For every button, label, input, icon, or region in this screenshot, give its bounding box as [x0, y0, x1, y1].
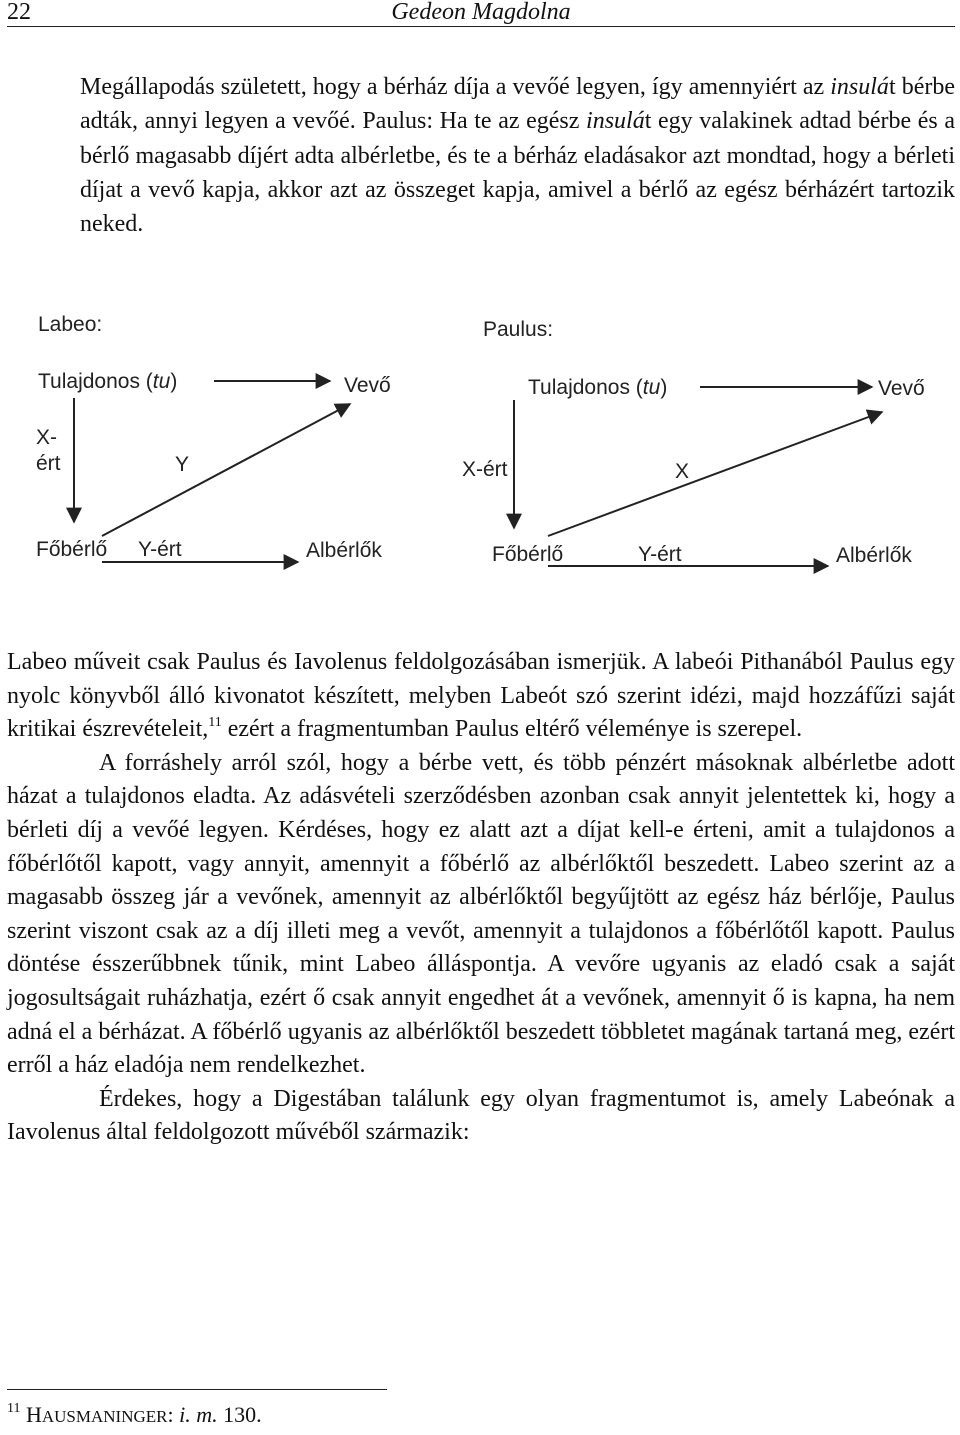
paulus-diagonal-label: X	[675, 460, 690, 483]
quote-italic-1: insulá	[830, 74, 889, 100]
paragraph-2: A forráshely arról szól, hogy a bérbe vett, és több pénzért másoknak albérletbe adott házat a tulajdonos eladta. Az adásvételi szerződésben azonban csak annyit jelentettek ki, hogy a bérleti díj a vevőé legyen. Kérdéses, hogy ez alatt azt a díjat kell-e érteni, amit a tulajdonos a főbérlőtől kapott, vagy annyit, amennyit a főbérlő az albérlőktől beszedett. Labeo szerint az a magasabb összeg jár a vevőnek, amennyit az albérlőktől begyűjtött az egész ház bérlője, Paulus szerint viszont csak az a díj illeti meg a vevőt, amennyit a tulajdonos a főbérlőtől kapott. Paulus döntése ésszerűbbnek tűnik, mint Labeo álláspontja. A vevőre ugyanis az eladó csak a saját jogosultságait ruházhatja, ezért ő csak annyit engedhet át a vevőnek, amennyit ő is kapna, ha nem adná el a bérházat. A főbérlő ugyanis az albérlőktől beszedett többletet magának tartaná meg, ezért erről a ház eladója nem rendelkezhet.	[7, 749, 955, 1079]
quote-text-3: t egy valakinek adtad bérbe és a bérlő magasabb díjért adta albérletbe, és te a bérház eladásakor azt mondtad, hogy a bérleti díjat a vevő kapja, akkor azt az összeget kapja, amivel a bérlő az egész bérházért tartozik neked.	[80, 108, 955, 238]
body-text	[7, 646, 955, 1150]
labeo-down-label-1: X-	[36, 426, 57, 449]
paulus-tenant-label: Főbérlő	[492, 543, 564, 566]
lease-diagrams	[0, 300, 960, 600]
footnote-ref-11[interactable]: 11	[208, 715, 222, 731]
paragraph-1-text-cont: ezért a fragmentumban Paulus eltérő véleménye is szerepel.	[221, 716, 803, 743]
footnote-page: 130.	[217, 1402, 262, 1427]
paulus-buyer-label: Vevő	[878, 377, 925, 400]
running-title: Gedeon Magdolna	[391, 0, 571, 25]
paragraph-1	[7, 646, 955, 747]
labeo-buyer-label: Vevő	[344, 374, 391, 397]
labeo-diagram	[36, 313, 391, 562]
footnote-author-rest: AUSMANINGER	[41, 1407, 168, 1426]
footnote-colon: :	[167, 1402, 180, 1427]
labeo-title: Labeo:	[38, 313, 103, 336]
paulus-arrow-tenant-buyer	[548, 412, 882, 536]
footnote-author-initial: H	[25, 1402, 42, 1427]
labeo-down-label-2: ért	[36, 452, 61, 475]
footnote-11	[7, 1402, 262, 1428]
labeo-tenant-amount: Y-ért	[138, 538, 182, 561]
labeo-tenant-label: Főbérlő	[36, 538, 108, 561]
footnote-number: 11	[7, 1401, 21, 1416]
page-number: 22	[7, 0, 31, 25]
paulus-title: Paulus:	[483, 318, 554, 341]
paulus-tenant-amount: Y-ért	[638, 543, 682, 566]
labeo-subtenants-label: Albérlők	[306, 539, 382, 562]
paulus-subtenants-label: Albérlők	[836, 544, 912, 567]
quote-text-1: Megállapodás született, hogy a bérház díja a vevőé legyen, így amennyiért az	[80, 74, 831, 100]
paulus-down-label: X-ért	[462, 458, 508, 481]
paragraph-3: Érdekes, hogy a Digestában találunk egy olyan fragmentumot is, amely Labeónak a Iavolenus által feldolgozott művéből származik:	[7, 1085, 955, 1146]
quote-text-2: t bérbe adták, annyi legyen a vevőé. Paulus: Ha te az egész	[80, 74, 956, 135]
labeo-arrow-subtenants-buyer	[102, 404, 350, 536]
labeo-diagonal-label: Y	[175, 453, 190, 476]
quote-italic-2: insulá	[586, 108, 645, 135]
paulus-diagram	[462, 318, 925, 567]
page-header	[7, 0, 955, 27]
footnote-ref: i. m.	[179, 1402, 218, 1427]
quoted-fragment	[80, 70, 955, 241]
paragraph-1-text: Labeo műveit csak Paulus és Iavolenus feldolgozásában ismerjük. A labeói Pithanából Paulus egy nyolc könyvből álló kivonatot készített, melyben Labeót szó szerint idézi, majd hozzáfűzi saját kritikai észrevételeit,	[7, 649, 955, 743]
paulus-owner-label: Tulajdonos (tu)	[528, 376, 668, 399]
footnote-separator	[7, 1389, 387, 1390]
labeo-owner-label: Tulajdonos (tu)	[38, 370, 178, 393]
